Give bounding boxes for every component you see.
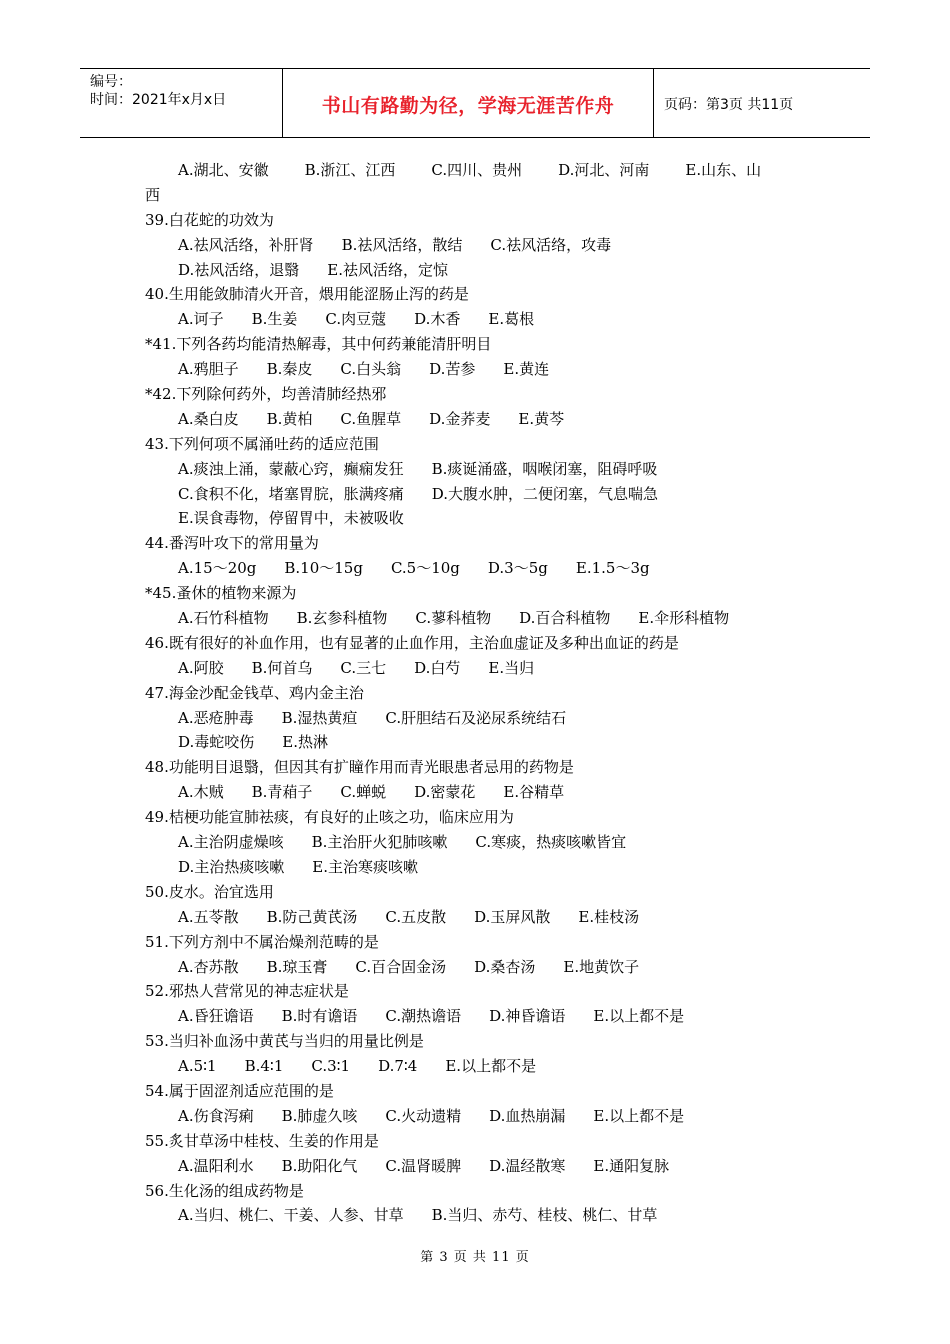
header-motto-cell	[283, 69, 654, 137]
question-text: 55.炙甘草汤中桂枝、生姜的作用是	[145, 1131, 379, 1150]
answer-option: B.肺虚久咳	[281, 1106, 358, 1125]
answer-option: D.3～5g	[487, 559, 548, 578]
answer-option: B.琼玉膏	[266, 957, 328, 976]
answer-option: B.黄柏	[266, 409, 313, 428]
answer-option: C.潮热谵语	[385, 1007, 462, 1026]
answer-option: A.湖北、安徽	[178, 161, 269, 179]
page-footer: 第 3 页 共 11 页	[420, 1250, 530, 1265]
answer-option: A.当归、桃仁、干姜、人参、甘草	[178, 1206, 404, 1225]
answer-option: E.热淋	[282, 733, 328, 752]
answer-option: A.昏狂谵语	[178, 1007, 254, 1026]
answer-option: D.金荞麦	[429, 409, 491, 428]
answer-option: A.祛风活络，补肝肾	[178, 235, 314, 254]
answer-option: A.石竹科植物	[178, 609, 269, 628]
answer-option: D.桑杏汤	[474, 957, 536, 976]
answer-options	[145, 656, 815, 681]
question-text: 44.番泻叶攻下的常用量为	[145, 534, 319, 553]
question-text: *41.下列各药均能清热解毒，其中何药兼能清肝明目	[145, 335, 492, 354]
question-text: 43.下列何项不属涌吐药的适应范围	[145, 434, 379, 453]
answer-options	[145, 1104, 815, 1129]
answer-option: A.五苓散	[178, 907, 239, 926]
answer-option: D.神昏谵语	[489, 1007, 566, 1026]
answer-option: C.蝉蜕	[340, 783, 387, 802]
question-text: 54.属于固涩剂适应范围的是	[145, 1081, 334, 1100]
answer-option: A.杏苏散	[178, 957, 239, 976]
header-page-cell	[654, 69, 870, 137]
answer-option: C.温肾暖脾	[385, 1156, 462, 1175]
answer-option: E.1.5～3g	[575, 559, 650, 578]
answer-option: B.祛风活络，散结	[341, 235, 463, 254]
answer-option: C.鱼腥草	[340, 409, 402, 428]
answer-option: D.苦参	[429, 360, 476, 379]
answer-option: E.葛根	[488, 310, 535, 329]
question-text: 40.生用能敛肺清火开音，煨用能涩肠止泻的药是	[145, 285, 469, 304]
question-text: 46.既有很好的补血作用，也有显著的止血作用，主治血虚证及多种出血证的药是	[145, 633, 679, 652]
answer-option: E.桂枝汤	[578, 907, 640, 926]
answer-option: E.当归	[488, 658, 535, 677]
answer-option: D.温经散寒	[489, 1156, 566, 1175]
answer-option: A.木贼	[178, 783, 224, 802]
answer-options	[145, 556, 815, 581]
answer-option: A.桑白皮	[178, 409, 239, 428]
answer-option: E.黄连	[503, 360, 550, 379]
header-meta-cell	[80, 69, 283, 137]
answer-options	[145, 730, 815, 755]
answer-option: C.食积不化，堵塞胃脘，胀满疼痛	[178, 484, 404, 503]
answer-options	[145, 407, 815, 432]
answer-option: D.祛风活络，退翳	[178, 260, 300, 279]
answer-options	[145, 955, 815, 980]
answer-option: E.以上都不是	[593, 1007, 685, 1026]
answer-option: E.通阳复脉	[593, 1156, 670, 1175]
answer-options	[145, 855, 815, 880]
answer-option: A.鸦胆子	[178, 360, 239, 379]
document-date-label: 时间：2021年x月x日	[90, 92, 227, 108]
document-number-label: 编号：	[90, 74, 132, 90]
answer-option: C.5～10g	[390, 559, 460, 578]
answer-option: E.山东、山	[685, 161, 762, 179]
question-list	[145, 158, 815, 1228]
answer-options	[145, 258, 815, 283]
answer-option: E.以上都不是	[445, 1057, 537, 1076]
answer-option: E.伞形科植物	[638, 609, 730, 628]
answer-options	[145, 158, 815, 183]
answer-options	[145, 1004, 815, 1029]
answer-option: B.玄参科植物	[296, 609, 388, 628]
question-text: 39.白花蛇的功效为	[145, 210, 274, 229]
answer-option: D.白芍	[414, 658, 461, 677]
answer-option: B.痰诞涌盛，咽喉闭塞，阻碍呼吸	[431, 459, 658, 478]
answer-option: C.百合固金汤	[355, 957, 447, 976]
answer-option: E.谷精草	[503, 783, 565, 802]
answer-options	[145, 357, 815, 382]
answer-option: B.4∶1	[244, 1057, 284, 1076]
answer-option: C.白头翁	[340, 360, 402, 379]
answer-option: B.主治肝火犯肺咳嗽	[311, 833, 448, 852]
answer-options	[145, 506, 815, 531]
question-text: 56.生化汤的组成药物是	[145, 1181, 304, 1200]
answer-options	[145, 1154, 815, 1179]
answer-options	[145, 830, 815, 855]
answer-option: C.火动遗精	[385, 1106, 462, 1125]
answer-option: B.10～15g	[284, 559, 363, 578]
answer-option: D.7∶4	[378, 1057, 418, 1076]
question-text: 49.桔梗功能宣肺祛痰，有良好的止咳之功，临床应用为	[145, 808, 514, 827]
question-text: 西	[145, 185, 161, 204]
answer-options	[145, 233, 815, 258]
answer-option: A.痰浊上涌，蒙蔽心窍，癫痫发狂	[178, 459, 404, 478]
answer-option: E.以上都不是	[593, 1106, 685, 1125]
answer-options	[145, 307, 815, 332]
answer-option: E.黄芩	[518, 409, 565, 428]
answer-option: A.诃子	[178, 310, 224, 329]
answer-option: D.玉屏风散	[474, 907, 551, 926]
answer-option: E.主治寒痰咳嗽	[312, 857, 418, 876]
answer-options	[145, 905, 815, 930]
answer-option: C.祛风活络，攻毒	[490, 235, 612, 254]
answer-options	[145, 606, 815, 631]
answer-option: C.三七	[340, 658, 387, 677]
question-text: 52.邪热人营常见的神志症状是	[145, 982, 349, 1001]
answer-option: D.血热崩漏	[489, 1106, 566, 1125]
question-text: 51.下列方剂中不属治燥剂范畴的是	[145, 932, 379, 951]
answer-option: E.地黄饮子	[563, 957, 640, 976]
question-text: 48.功能明目退翳，但因其有扩瞳作用而青光眼患者忌用的药物是	[145, 758, 574, 777]
question-text: 53.当归补血汤中黄芪与当归的用量比例是	[145, 1032, 424, 1051]
answer-options	[145, 1054, 815, 1079]
answer-option: C.蓼科植物	[415, 609, 492, 628]
answer-option: E.祛风活络，定惊	[327, 260, 448, 279]
answer-option: B.秦皮	[266, 360, 313, 379]
question-text: 50.皮水。治宜选用	[145, 882, 274, 901]
answer-option: C.寒痰，热痰咳嗽皆宜	[475, 833, 627, 852]
answer-option: C.肝胆结石及泌尿系统结石	[385, 708, 567, 727]
answer-option: A.主治阴虚燥咳	[178, 833, 284, 852]
answer-option: B.当归、赤芍、桂枝、桃仁、甘草	[431, 1206, 658, 1225]
answer-option: A.恶疮肿毒	[178, 708, 254, 727]
answer-options	[145, 457, 815, 482]
answer-option: C.3∶1	[311, 1057, 351, 1076]
answer-option: A.温阳利水	[178, 1156, 254, 1175]
answer-option: D.密蒙花	[414, 783, 476, 802]
answer-option: C.五皮散	[385, 907, 447, 926]
header-page-info: 页码：第3页 共11页	[664, 97, 794, 113]
answer-option: D.百合科植物	[519, 609, 611, 628]
answer-options	[145, 780, 815, 805]
answer-option: E.误食毒物，停留胃中，未被吸收	[178, 509, 404, 528]
answer-option: A.5∶1	[178, 1057, 217, 1076]
answer-option: C.四川、贵州	[431, 161, 523, 179]
answer-options	[145, 482, 815, 507]
page-header	[80, 68, 870, 138]
answer-option: C.肉豆蔻	[325, 310, 387, 329]
answer-option: D.毒蛇咬伤	[178, 733, 255, 752]
answer-option: B.青葙子	[251, 783, 313, 802]
answer-option: B.浙江、江西	[304, 161, 396, 179]
header-motto: 书山有路勤为径，学海无涯苦作舟	[321, 95, 615, 117]
answer-option: B.湿热黄疸	[281, 708, 358, 727]
answer-option: A.阿胶	[178, 658, 224, 677]
answer-option: A.15～20g	[178, 559, 257, 578]
answer-option: B.助阳化气	[281, 1156, 358, 1175]
answer-option: A.伤食泻痢	[178, 1106, 254, 1125]
answer-option: B.何首乌	[251, 658, 313, 677]
answer-option: D.大腹水肿，二便闭塞，气息喘急	[431, 484, 658, 503]
answer-options	[145, 1203, 815, 1228]
answer-options	[145, 706, 815, 731]
question-text: *45.蚤休的植物来源为	[145, 584, 297, 603]
question-text: *42.下列除何药外，均善清肺经热邪	[145, 385, 387, 404]
answer-option: D.河北、河南	[558, 161, 650, 179]
question-text: 47.海金沙配金钱草、鸡内金主治	[145, 683, 364, 702]
answer-option: D.木香	[414, 310, 461, 329]
answer-option: B.时有谵语	[281, 1007, 358, 1026]
answer-option: D.主治热痰咳嗽	[178, 857, 285, 876]
answer-option: B.生姜	[251, 310, 298, 329]
answer-option: B.防己黄芪汤	[266, 907, 358, 926]
